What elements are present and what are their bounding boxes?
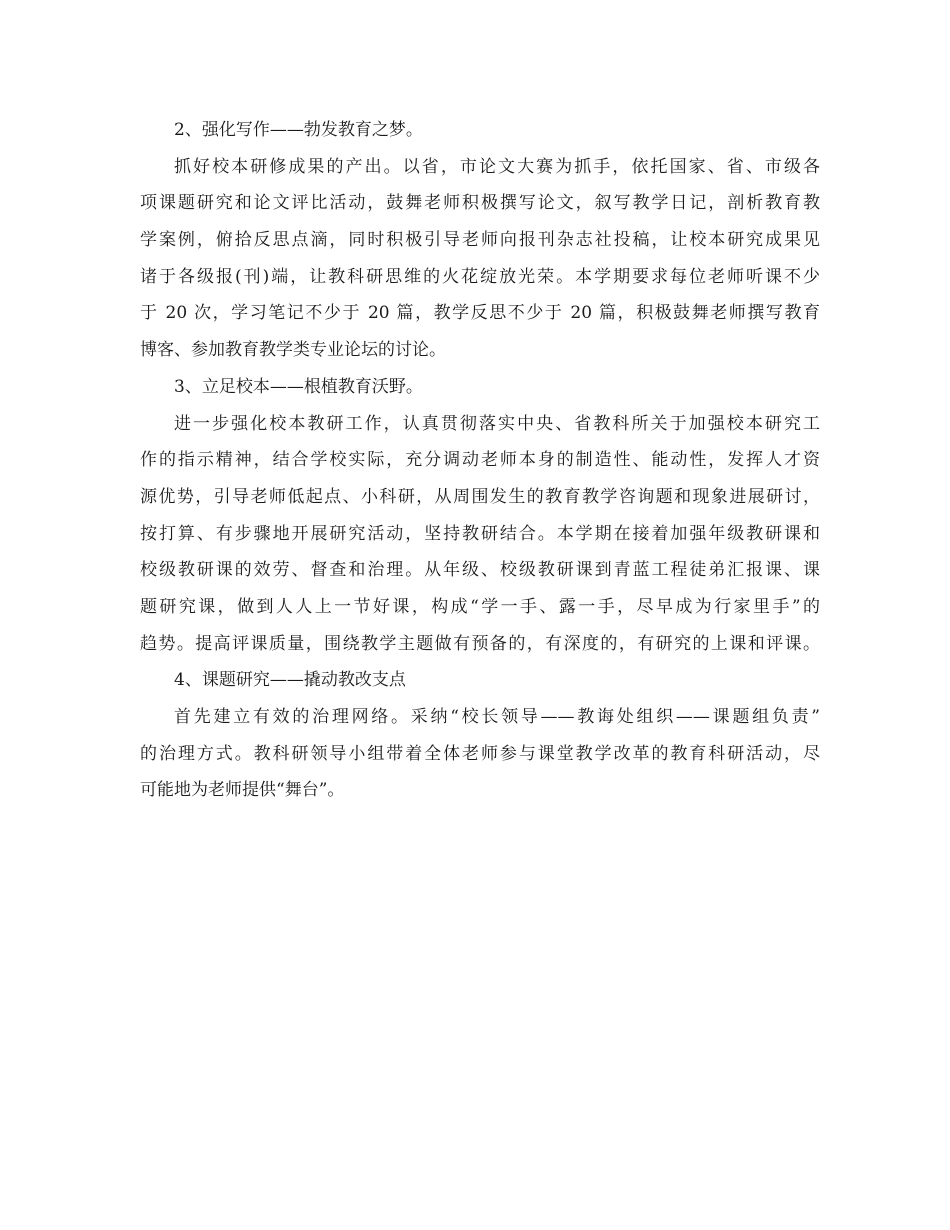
text-line: 趋势。提高评课质量，围绕教学主题做有预备的，有深度的，有研究的上课和评课。 xyxy=(140,633,820,654)
text-line: 学案例，俯拾反思点滴，同时积极引导老师向报刊杂志社投稿，让校本研究成果见 xyxy=(140,230,820,251)
text-line: 校级教研课的效劳、督查和治理。从年级、校级教研课到青蓝工程徒弟汇报课、课 xyxy=(140,560,820,581)
text-line: 可能地为老师提供“舞台”。 xyxy=(140,780,345,801)
document-body xyxy=(140,112,820,809)
section-heading xyxy=(140,369,820,406)
section-heading xyxy=(140,112,820,149)
section-heading xyxy=(140,662,820,699)
text-line: 的治理方式。教科研领导小组带着全体老师参与课堂教学改革的教育科研活动，尽 xyxy=(140,743,820,764)
text-line: 题研究课，做到人人上一节好课，构成“学一手、露一手，尽早成为行家里手”的 xyxy=(140,596,820,617)
paragraph xyxy=(140,699,820,809)
text-line: 项课题研究和论文评比活动，鼓舞老师积极撰写论文，叙写教学日记，剖析教育教 xyxy=(140,193,820,214)
text-line: 博客、参加教育教学类专业论坛的讨论。 xyxy=(140,340,446,361)
text-line: 进一步强化校本教研工作，认真贯彻落实中央、省教科所关于加强校本研究工 xyxy=(174,413,820,434)
text-line: 源优势，引导老师低起点、小科研，从周围发生的教育教学咨询题和现象进展研讨， xyxy=(140,486,820,507)
text-line: 抓好校本研修成果的产出。以省，市论文大赛为抓手，依托国家、省、市级各 xyxy=(174,156,820,177)
text-line: 4、课题研究——撬动教改支点 xyxy=(174,670,406,691)
text-line: 首先建立有效的治理网络。采纳“校长领导——教诲处组织——课题组负责” xyxy=(174,707,820,727)
text-line: 按打算、有步骤地开展研究活动，坚持教研结合。本学期在接着加强年级教研课和 xyxy=(140,523,820,544)
text-line: 2、强化写作——勃发教育之梦。 xyxy=(174,120,423,140)
text-line: 3、立足校本——根植教育沃野。 xyxy=(174,376,423,397)
paragraph xyxy=(140,149,820,369)
text-line: 诸于各级报(刊)端，让教科研思维的火花绽放光荣。本学期要求每位老师听课不少 xyxy=(140,266,820,287)
paragraph xyxy=(140,406,820,663)
text-line: 作的指示精神，结合学校实际，充分调动老师本身的制造性、能动性，发挥人才资 xyxy=(140,450,820,471)
text-line: 于 20 次，学习笔记不少于 20 篇，教学反思不少于 20 篇，积极鼓舞老师撰写教育 xyxy=(140,303,820,324)
